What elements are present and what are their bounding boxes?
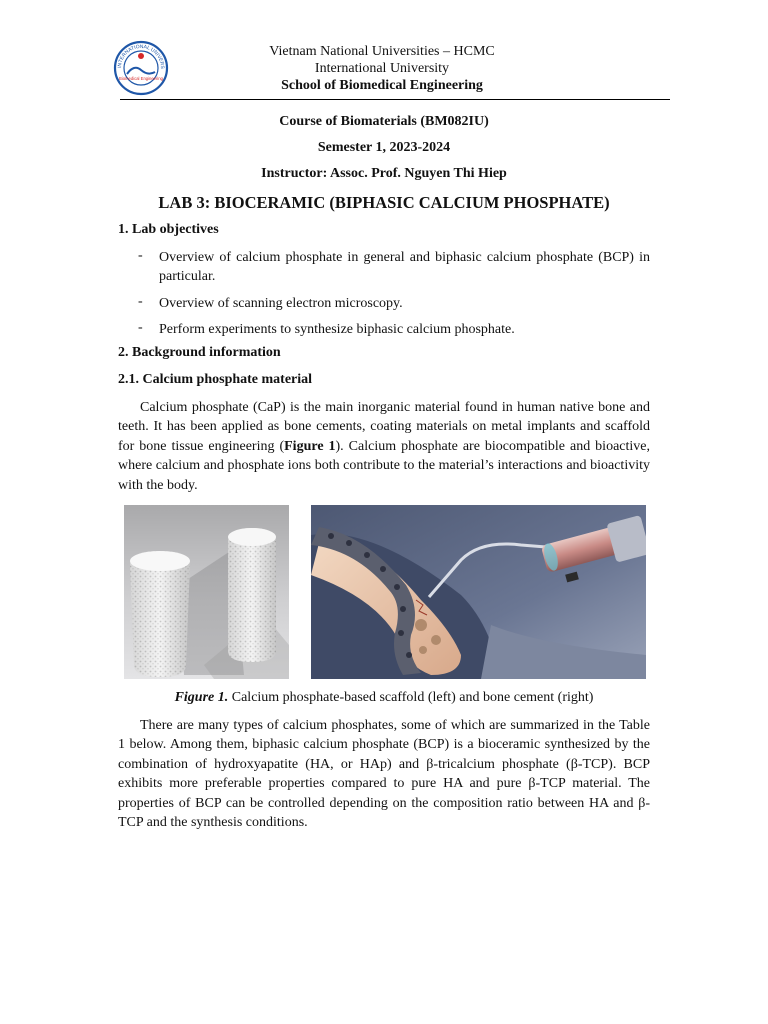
header-school: School of Biomedical Engineering xyxy=(281,78,483,93)
paragraph-text: Calcium phosphate (CaP) is the main inorganic material found in human native bone and teeth. It has been applied as bone cements, coating materials on metal implants and scaffold for bone tissue engineering ( xyxy=(118,400,650,454)
logo-red-dot xyxy=(138,53,144,59)
header-rule xyxy=(120,99,670,100)
lab-title: LAB 3: BIOCERAMIC (BIPHASIC CALCIUM PHOSPHATE) xyxy=(158,193,610,212)
bullet-marker: - xyxy=(138,320,143,335)
objectives-heading: 1. Lab objectives xyxy=(118,222,219,237)
paragraph-calcium-phosphate xyxy=(118,398,650,495)
header-university-system: Vietnam National Universities – HCMC xyxy=(269,44,495,59)
paragraph-bcp: There are many types of calcium phosphates, some of which are summarized in the Table 1 below. Among them, biphasic calcium phosphate (BCP) is a bioceramic synthesized by the combination of hydroxyapatite (HA, or HAp) and β-tricalcium phosphate (β-TCP). BCP exhibits more preferable properties compared to pure HA and pure β-TCP material. The properties of BCP can be controlled depending on the composition ratio between HA and β-TCP and the synthesis conditions. xyxy=(118,718,650,831)
background-heading: 2. Background information xyxy=(118,345,281,360)
bullet-marker: - xyxy=(138,248,143,263)
logo-middle-text: Biomedical Engineering xyxy=(119,76,163,81)
logo-arc-text: INTERNATIONAL UNIVERS xyxy=(116,43,166,69)
course-title: Course of Biomaterials (BM082IU) xyxy=(279,114,489,129)
bullet-marker: - xyxy=(138,294,143,309)
university-logo xyxy=(113,40,169,96)
figure-caption xyxy=(118,690,650,706)
objective-item: Overview of calcium phosphate in general and biphasic calcium phosphate (BCP) in particular. xyxy=(159,250,650,285)
paragraph-text: ). Calcium phosphate are biocompatible and bioactive, where calcium and phosphate ions both contribute to the material’s interactions and bioactivity with the body. xyxy=(118,438,650,493)
figure-bone-cement-image xyxy=(311,505,646,679)
figure-caption-text: Calcium phosphate-based scaffold (left) and bone cement (right) xyxy=(228,690,594,705)
course-semester: Semester 1, 2023-2024 xyxy=(317,140,451,155)
header-university: International University xyxy=(314,61,450,76)
subsection-heading: 2.1. Calcium phosphate material xyxy=(118,372,313,387)
figure-scaffold-image xyxy=(124,505,289,679)
objective-item: Perform experiments to synthesize biphasic calcium phosphate. xyxy=(159,322,515,337)
figure-reference: Figure 1 xyxy=(284,438,336,454)
course-instructor: Instructor: Assoc. Prof. Nguyen Thi Hiep xyxy=(261,166,507,181)
figure-label: Figure 1. xyxy=(174,690,229,705)
objective-item: Overview of scanning electron microscopy. xyxy=(159,296,403,311)
